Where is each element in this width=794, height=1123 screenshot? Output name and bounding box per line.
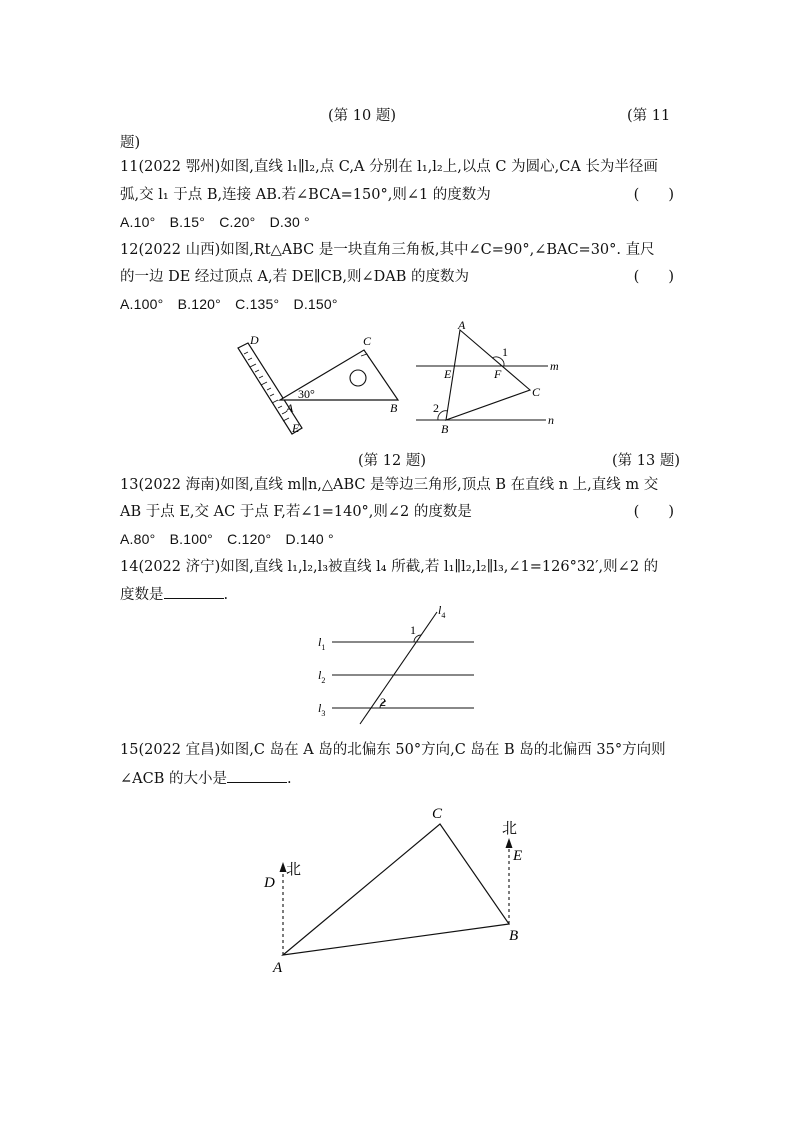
figure-q13 bbox=[408, 318, 568, 436]
label-e: E bbox=[292, 421, 300, 435]
q15-question: ∠ACB 的大小是 bbox=[120, 771, 227, 787]
figure-q12 bbox=[230, 328, 410, 440]
label-30deg: 30° bbox=[298, 387, 315, 401]
caption-q11: (第 11 bbox=[627, 108, 671, 124]
label-b: B bbox=[390, 401, 398, 415]
label-c: C bbox=[432, 806, 443, 822]
label-1: 1 bbox=[502, 345, 508, 359]
figure-q14 bbox=[312, 602, 482, 728]
label-d: D bbox=[264, 875, 275, 891]
q14-question: 度数是 bbox=[120, 587, 164, 603]
caption-q13: (第 13 题) bbox=[612, 453, 680, 469]
q11-question: 弧,交 l₁ 于点 B,连接 AB.若∠BCA=150°,则∠1 的度数为 bbox=[120, 187, 491, 203]
q13-options: A.80° B.100° C.120° D.140 ° bbox=[120, 531, 334, 547]
q11-text-line2 bbox=[120, 185, 680, 205]
label-a: A bbox=[273, 960, 283, 976]
label-2: 2 bbox=[380, 695, 386, 709]
q11-options: A.10° B.15° C.20° D.30 ° bbox=[120, 214, 310, 230]
caption-q10: (第 10 题) bbox=[328, 108, 396, 124]
q14-text-line1: 14(2022 济宁)如图,直线 l₁,l₂,l₃被直线 l₄ 所截,若 l₁∥l₂,l₂∥l₃,∠1=126°32′,则∠2 的 bbox=[120, 559, 659, 575]
label-e: E bbox=[513, 848, 523, 864]
q13-text-line2 bbox=[120, 502, 680, 522]
label-n: n bbox=[548, 413, 554, 427]
q12-question: 的一边 DE 经过顶点 A,若 DE∥CB,则∠DAB 的度数为 bbox=[120, 269, 470, 285]
q13-question: AB 于点 E,交 AC 于点 F,若∠1=140°,则∠2 的度数是 bbox=[120, 504, 472, 520]
label-d: D bbox=[250, 333, 259, 347]
q11-answer-paren: ( ) bbox=[633, 187, 674, 203]
label-f: F bbox=[494, 367, 502, 381]
q14-text-line2: 度数是 . bbox=[120, 584, 228, 605]
caption-q12: (第 12 题) bbox=[358, 453, 426, 469]
label-c: C bbox=[532, 385, 541, 399]
label-a: A bbox=[458, 318, 466, 332]
label-e: E bbox=[444, 367, 452, 381]
q12-text-line1: 12(2022 山西)如图,Rt△ABC 是一块直角三角板,其中∠C=90°,∠BAC=30°. 直尺 bbox=[120, 242, 655, 258]
q15-answer-blank bbox=[227, 768, 287, 783]
label-b: B bbox=[509, 928, 519, 944]
q13-answer-paren: ( ) bbox=[633, 504, 674, 520]
label-a: A bbox=[286, 401, 294, 415]
q12-options: A.100° B.120° C.135° D.150° bbox=[120, 296, 338, 312]
figure-q15 bbox=[255, 800, 545, 980]
q12-answer-paren: ( ) bbox=[633, 269, 674, 285]
line-l4 bbox=[360, 612, 437, 724]
q15-text-line2: ∠ACB 的大小是 . bbox=[120, 768, 292, 789]
q12-text-line2 bbox=[120, 267, 680, 287]
north-arrow-b bbox=[506, 838, 513, 848]
triangle-acb bbox=[283, 824, 509, 955]
label-l4: $l_4$ bbox=[438, 603, 446, 620]
label-1: 1 bbox=[410, 623, 416, 637]
triangle-abc bbox=[446, 330, 530, 420]
label-l2: $l_2$ bbox=[318, 668, 326, 685]
label-north-a: 北 bbox=[286, 862, 302, 878]
label-b: B bbox=[441, 422, 449, 436]
label-l1: $l_1$ bbox=[318, 635, 326, 652]
q13-text-line1: 13(2022 海南)如图,直线 m∥n,△ABC 是等边三角形,顶点 B 在直线 n 上,直线 m 交 bbox=[120, 477, 659, 493]
label-m: m bbox=[550, 359, 559, 373]
q15-text-line1: 15(2022 宜昌)如图,C 岛在 A 岛的北偏东 50°方向,C 岛在 B 岛的北偏西 35°方向则 bbox=[120, 742, 666, 758]
label-2: 2 bbox=[433, 401, 439, 415]
label-c: C bbox=[363, 334, 372, 348]
q11-text-line1: 11(2022 鄂州)如图,直线 l₁∥l₂,点 C,A 分别在 l₁,l₂上,以点 C 为圆心,CA 长为半径画 bbox=[120, 159, 658, 175]
label-north-b: 北 bbox=[502, 821, 518, 837]
q14-answer-blank bbox=[164, 584, 224, 599]
label-l3: $l_3$ bbox=[318, 701, 326, 718]
caption-q11-cont: 题) bbox=[120, 135, 141, 151]
